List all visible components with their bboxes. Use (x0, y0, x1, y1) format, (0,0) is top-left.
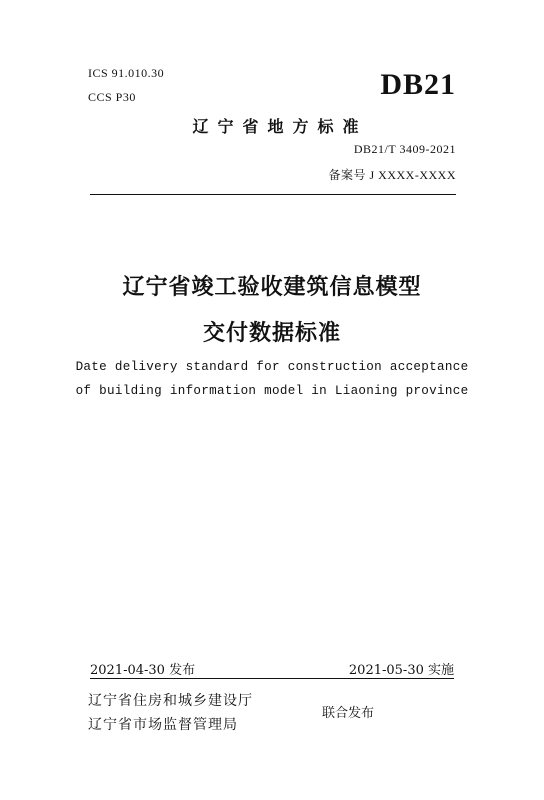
standard-number: DB21/T 3409-2021 (353, 142, 456, 156)
issue-date: 2021-04-30 发布 (90, 663, 196, 678)
implement-date: 2021-05-30 实施 (348, 663, 454, 678)
db-code: DB21 (380, 68, 456, 101)
title-zh-line2: 交付数据标准 (202, 321, 341, 346)
ics-code: ICS 91.010.30 (88, 66, 165, 80)
title-en-line2: of building information model in Liaoning province (75, 384, 469, 398)
issuer-housing-department: 辽宁省住房和城乡建设厅 (88, 693, 253, 709)
joint-release-label: 联合发布 (322, 706, 375, 721)
title-zh-line1: 辽宁省竣工验收建筑信息模型 (122, 275, 422, 300)
record-number: 备案号 J XXXX-XXXX (328, 168, 456, 182)
top-divider (90, 194, 456, 195)
issuer-market-regulation: 辽宁省市场监督管理局 (88, 717, 238, 733)
title-en-line1: Date delivery standard for construction acceptance (75, 360, 469, 374)
bottom-divider (90, 678, 454, 679)
standard-type: 辽宁省地方标准 (192, 117, 368, 136)
ccs-code: CCS P30 (88, 90, 136, 104)
